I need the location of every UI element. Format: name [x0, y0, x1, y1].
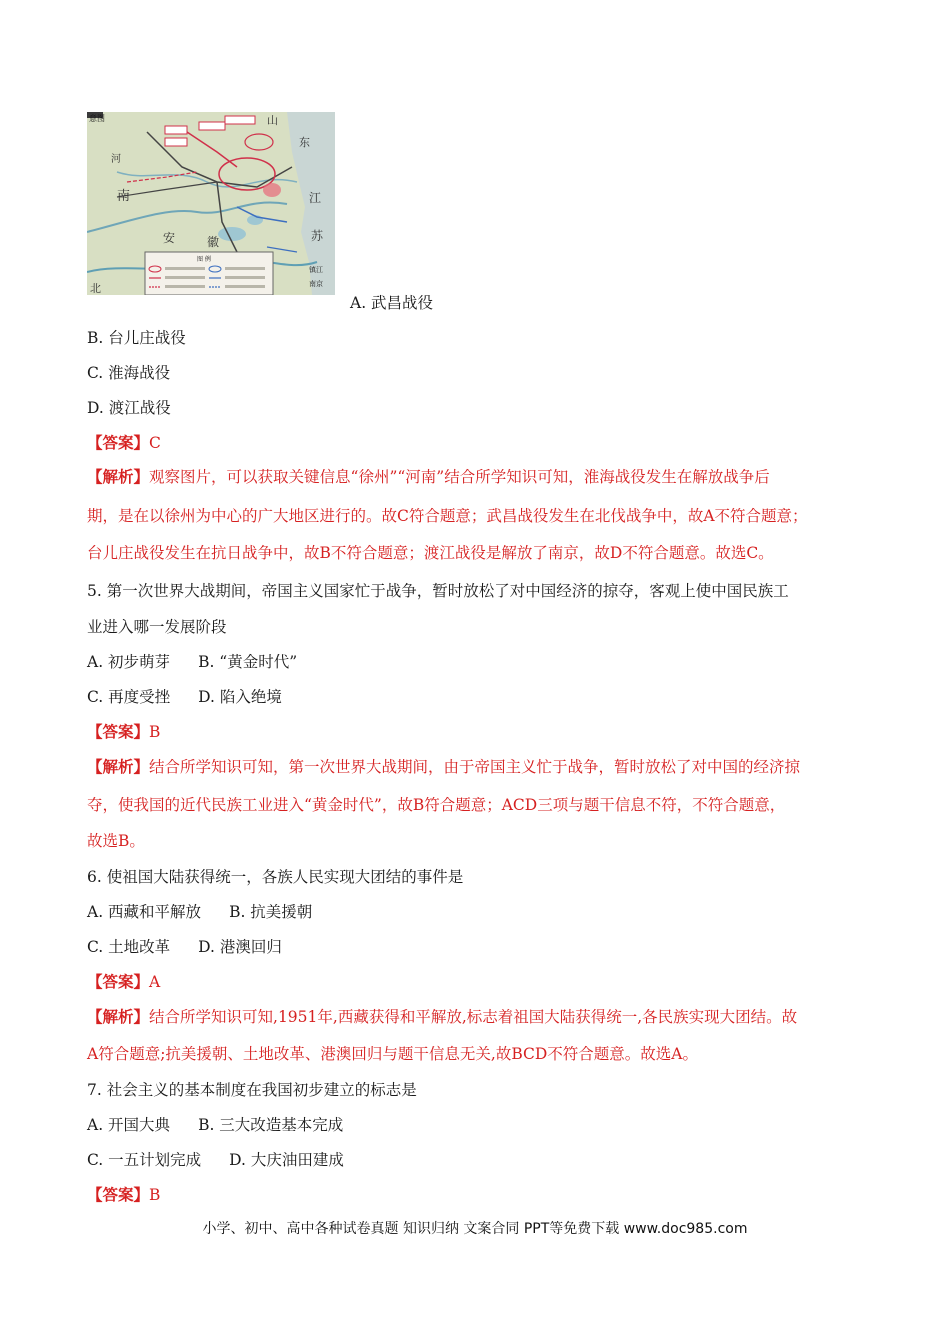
map-label-hui: 徽 [207, 235, 220, 249]
q5-analysis-line-2: 夺，使我国的近代民族工业进入“黄金时代”，故B符合题意；ACD三项与题干信息不符，不符合题意， [87, 796, 786, 814]
q6-option-c: C. 土地改革 [87, 938, 171, 956]
answer-value: C [149, 434, 161, 452]
q5-options-row-2 [87, 686, 282, 708]
q4-option-c: C. 淮海战役 [87, 364, 171, 382]
map-label-nanjing: 南京 [309, 280, 323, 288]
map-label-bei: 北 [90, 282, 101, 295]
q6-option-a: A. 西藏和平解放 [87, 903, 202, 921]
answer-value: A [149, 973, 161, 991]
analysis-tag: 【解析】 [87, 1007, 150, 1026]
map-label-nan: 南 [117, 189, 131, 204]
map-label-shan: 山 [267, 114, 278, 127]
q5-option-a: A. 初步萌芽 [87, 653, 171, 671]
analysis-text: 结合所学知识可知,1951年,西藏获得和平解放,标志着祖国大陆获得统一,各民族实现大团结。故 [149, 1008, 798, 1026]
answer-value: B [149, 723, 161, 741]
analysis-tag: 【解析】 [87, 467, 150, 486]
answer-tag: 【答案】 [87, 722, 150, 741]
q5-options-row-1 [87, 651, 297, 673]
q6-options-row-2 [87, 936, 282, 958]
answer-value: B [149, 1186, 161, 1204]
q6-analysis-line-2: A符合题意;抗美援朝、土地改革、港澳回归与题干信息无关,故BCD不符合题意。故选A。 [87, 1045, 699, 1063]
q6-stem-line-1: 6. 使祖国大陆获得统一，各族人民实现大团结的事件是 [87, 868, 464, 886]
q4-analysis-line-3: 台儿庄战役发生在抗日战争中，故B不符合题意；渡江战役是解放了南京，故D不符合题意。故选C。 [87, 544, 774, 562]
q6-answer [87, 971, 160, 993]
q5-stem-line-1: 5. 第一次世界大战期间，帝国主义国家忙于战争，暂时放松了对中国经济的掠夺，客观上使中国民族工 [87, 582, 789, 600]
q5-stem-line-2: 业进入哪一发展阶段 [87, 618, 227, 636]
q4-answer [87, 432, 161, 454]
analysis-text: 观察图片，可以获取关键信息“徐州”“河南”结合所学知识可知，淮海战役发生在解放战争后 [149, 468, 770, 486]
q7-option-d: D. 大庆油田建成 [229, 1151, 344, 1169]
q4-analysis-line-1 [87, 466, 770, 488]
q7-stem-line-1: 7. 社会主义的基本制度在我国初步建立的标志是 [87, 1081, 417, 1099]
q5-analysis-line-3: 故选B。 [87, 832, 145, 850]
analysis-tag: 【解析】 [87, 757, 150, 776]
map-label-su: 苏 [311, 229, 324, 243]
map-label-zhenjiang: 镇江 [309, 266, 323, 274]
q5-option-b: B. “黄金时代” [198, 653, 298, 671]
q7-option-b: B. 三大改造基本完成 [198, 1116, 344, 1134]
q7-options-row-2 [87, 1149, 344, 1171]
answer-tag: 【答案】 [87, 1185, 150, 1204]
answer-tag: 【答案】 [87, 433, 150, 452]
map-caption-label: 意图 [89, 114, 105, 123]
map-label-dong: 东 [299, 136, 310, 149]
map-label-jiang: 江 [309, 191, 322, 205]
q6-option-b: B. 抗美援朝 [229, 903, 313, 921]
q4-option-a: A. 武昌战役 [350, 294, 434, 312]
q4-analysis-line-2: 期，是在以徐州为中心的广大地区进行的。故C符合题意；武昌战役发生在北伐战争中，故A不符合题意； [87, 507, 808, 525]
analysis-text: 结合所学知识可知，第一次世界大战期间，由于帝国主义忙于战争，暂时放松了对中国的经济掠 [149, 758, 801, 776]
page-footer: 小学、初中、高中各种试卷真题 知识归纳 文案合同 PPT等免费下载 www.doc985.com [202, 1221, 748, 1237]
q4-option-d: D. 渡江战役 [87, 399, 171, 417]
q6-option-d: D. 港澳回归 [198, 938, 282, 956]
q7-answer [87, 1184, 160, 1206]
q6-options-row-1 [87, 901, 312, 923]
map-legend-title: 图 例 [197, 256, 211, 263]
q5-answer [87, 721, 160, 743]
q7-option-c: C. 一五计划完成 [87, 1151, 202, 1169]
q7-options-row-1 [87, 1114, 343, 1136]
q5-option-c: C. 再度受挫 [87, 688, 171, 706]
q4-option-b: B. 台儿庄战役 [87, 329, 186, 347]
map-label-an: 安 [163, 231, 176, 245]
answer-tag: 【答案】 [87, 972, 150, 991]
q7-option-a: A. 开国大典 [87, 1116, 171, 1134]
q5-option-d: D. 陷入绝境 [198, 688, 282, 706]
q6-analysis-line-1 [87, 1006, 797, 1028]
map-label-he: 河 [111, 154, 121, 165]
q5-analysis-line-1 [87, 756, 800, 778]
battle-map-image [87, 112, 335, 295]
